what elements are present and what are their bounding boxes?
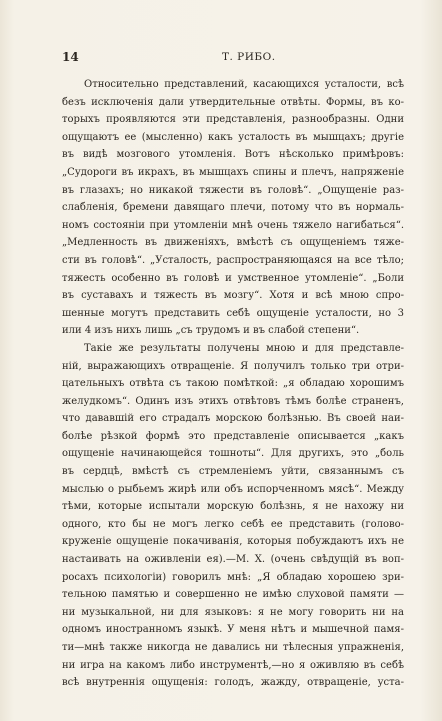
text-line: сти въ головѣ“. „Усталость, распространяющаяся на все тѣло; [62,254,404,266]
page-body-text [62,76,404,692]
text-line: безъ исключенія дали утвердительные отвѣты. Формы, въ ко- [62,96,404,108]
text-line: ни музыкальной, ни для языковъ: я не могу говорить ни на [62,606,404,618]
running-head: Т. РИБО. [222,51,276,63]
text-line: ощущеніе начинающейся тошноты“. Для другихъ, это „боль [62,448,404,460]
text-line: цательныхъ отвѣта съ такою помѣткой: „я обладаю хорошимъ [62,378,404,390]
text-line: тѣми, которые испытали морскую болѣзнь, я не нахожу ни [62,501,404,513]
text-line: болѣе рѣзкой формѣ это представленіе описывается „какъ [62,430,404,442]
text-line: ни игра на какомъ либо инструментѣ,—но я оживляю въ себѣ [62,659,404,671]
text-line: ній, выражающихъ отвращеніе. Я получилъ только три отри- [62,360,404,372]
text-line: въ суставахъ и тяжесть въ мозгу“. Хотя и всѣ мною спро- [62,290,404,302]
text-line: въ глазахъ; но никакой тяжести въ головѣ“. „Ощущеніе раз- [62,184,404,196]
text-line: Относительно представлений, касающихся усталости, всѣ [84,79,404,90]
text-line: круженіе ощущеніе покачиванія, которыя побуждаютъ ихъ не [62,536,404,548]
text-line: что дававшій его страдалъ морскою болѣзнью. Въ своей наи- [62,413,404,425]
text-line: одномъ иностранномъ языкѣ. У меня нѣтъ и мышечной памя- [62,624,404,636]
text-line: шенные могутъ представить себѣ ощущеніе усталости, но 3 [62,307,404,319]
text-line: настаивать на оживленіи ея).—М. Х. (очень свѣдущій въ воп- [62,554,404,566]
text-line: или 4 изъ нихъ лишь „съ трудомъ и въ слабой степени“. [62,325,360,337]
text-line: тельною памятью и совершенно не имѣю слуховой памяти — [62,589,404,601]
text-line: желудкомъ“. Одинъ изъ этихъ отвѣтовъ тѣмъ болѣе страненъ, [62,395,404,407]
text-line: номъ состояніи при утомленіи мнѣ очень тяжело нагибаться“. [62,219,404,231]
text-line: мыслью о рыбьемъ жирѣ или объ испорченномъ мясѣ“. Между [62,483,404,495]
text-line: ти—мнѣ также никогда не давались ни тѣлесныя упражненія, [62,642,404,653]
text-line: слабленія, бремени давящаго плечи, потому что въ нормаль- [62,202,404,214]
text-line: торыхъ проявляются эти представленія, разнообразны. Одни [62,114,404,126]
text-line: въ сердцѣ, вмѣстѣ съ стремленіемъ уйти, связаннымъ съ [62,466,404,478]
page-header [62,50,404,66]
text-line: „Медленность въ движеніяхъ, вмѣстѣ съ ощущеніемъ тяже- [62,237,404,249]
text-line: одного, кто бы не могъ легко себѣ ее представить (голово- [62,518,404,530]
text-line: всѣ внутреннія ощущенія: голодъ, жажду, отвращеніе, уста- [62,677,404,689]
page-number: 14 [62,50,79,64]
text-line: „Судороги въ икрахъ, въ мышцахъ спины и плечъ, напряженіе [62,166,404,178]
text-line: въ видѣ мозгового утомленія. Вотъ нѣсколько примѣровъ: [62,149,404,161]
text-line: росахъ психологіи) говорилъ мнѣ: „Я обладаю хорошею зри- [62,571,404,583]
text-line: ощущаютъ ее (мысленно) какъ усталость въ мышцахъ; другіе [62,131,404,143]
text-line: Такіе же результаты получены мною и для представле- [84,342,404,354]
text-line: тяжесть особенно въ головѣ и умственное утомленіе“. „Боли [62,272,404,284]
